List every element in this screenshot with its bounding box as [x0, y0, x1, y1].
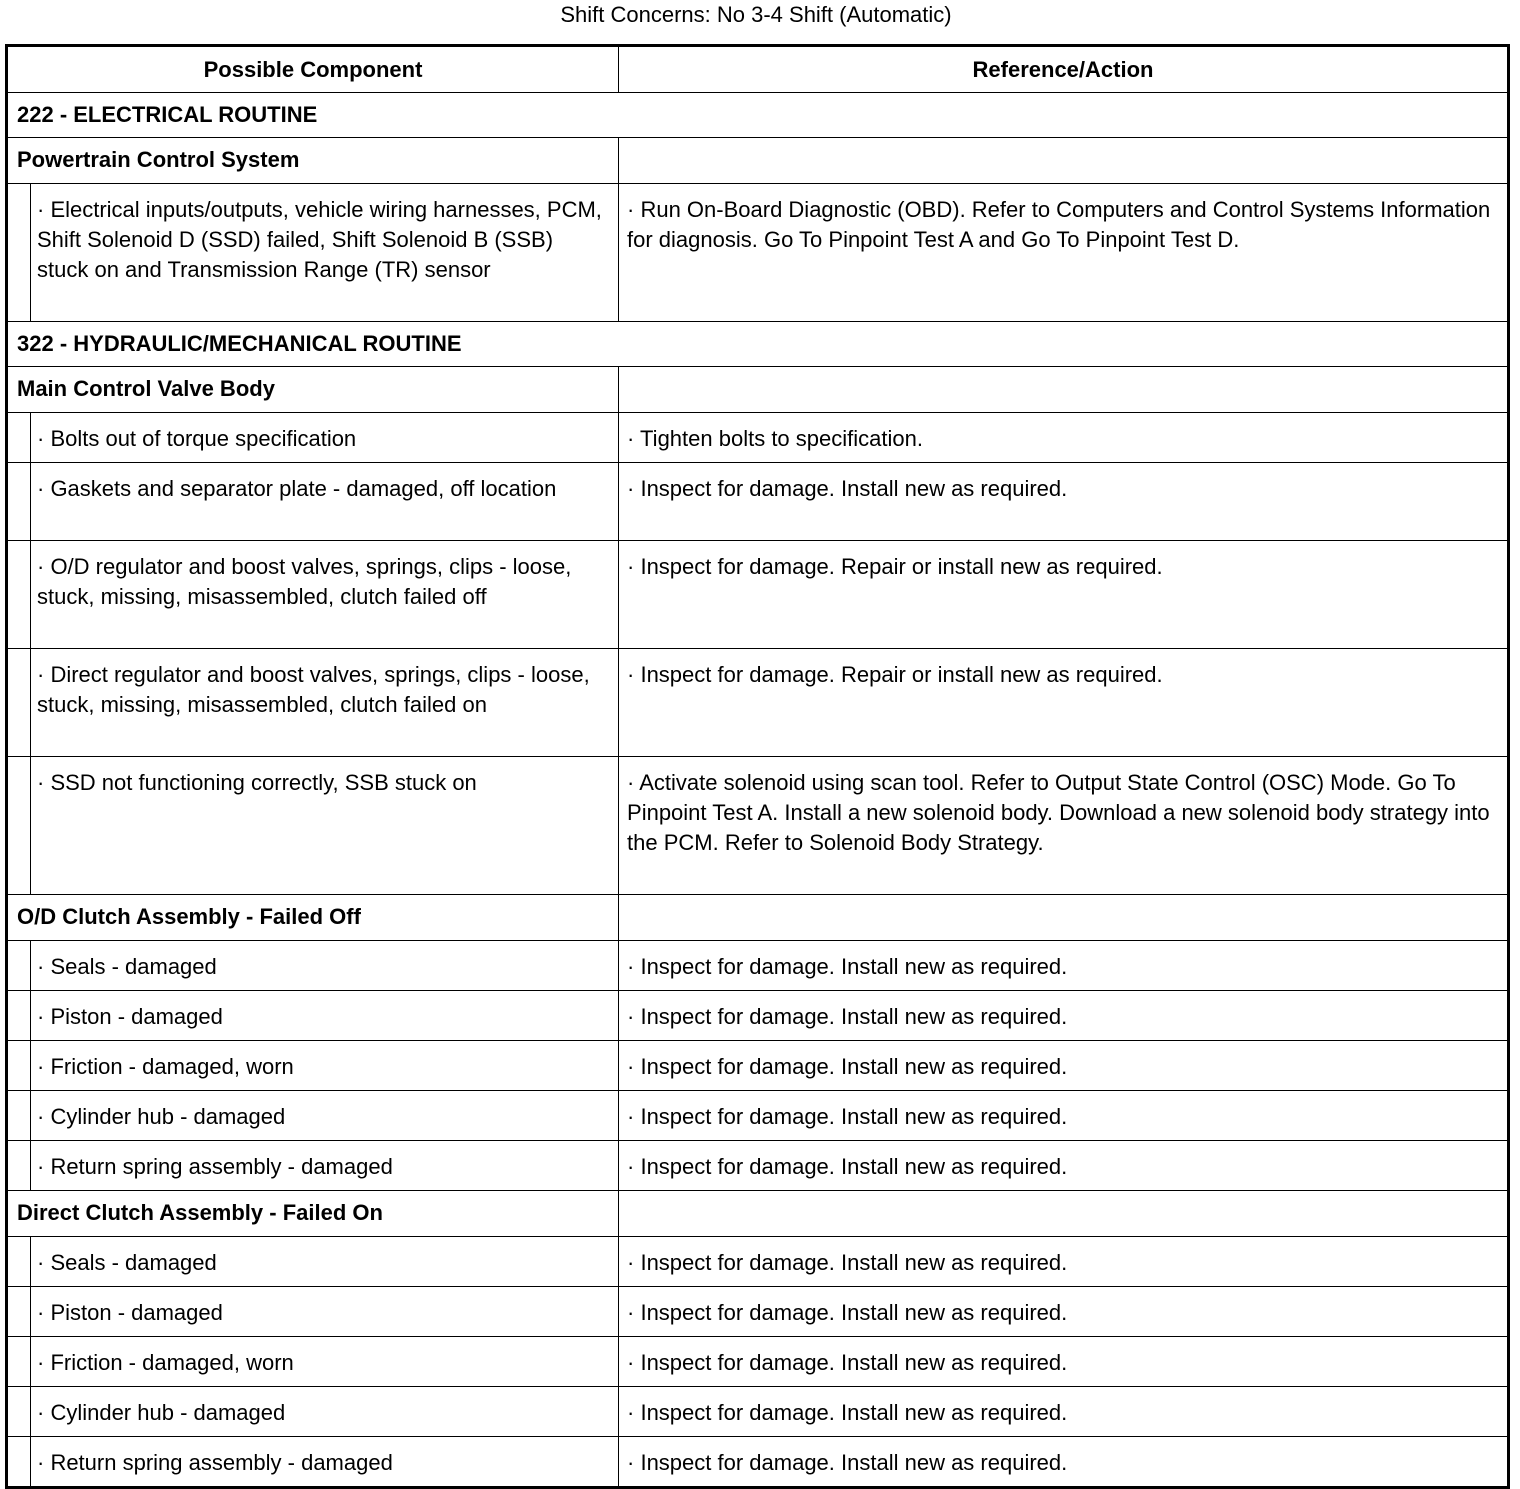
action-cell: · Inspect for damage. Install new as required. [619, 941, 1509, 991]
action-cell: · Inspect for damage. Repair or install new as required. [619, 649, 1509, 757]
group-row [7, 367, 1509, 413]
group-action-empty [619, 1191, 1509, 1237]
component-cell: · Seals - damaged [31, 941, 619, 991]
component-cell: · Cylinder hub - damaged [31, 1091, 619, 1141]
component-cell: · Cylinder hub - damaged [31, 1387, 619, 1437]
diagnosis-table [5, 44, 1510, 1489]
group-title: O/D Clutch Assembly - Failed Off [7, 895, 619, 941]
table-row [7, 1287, 1509, 1337]
table-row [7, 1237, 1509, 1287]
section-row [7, 322, 1509, 367]
indent-cell [7, 941, 31, 991]
page-title: Shift Concerns: No 3-4 Shift (Automatic) [560, 2, 952, 27]
group-action-empty [619, 895, 1509, 941]
table-row [7, 1437, 1509, 1488]
action-cell: · Inspect for damage. Repair or install new as required. [619, 541, 1509, 649]
group-action-empty [619, 138, 1509, 184]
group-row [7, 1191, 1509, 1237]
table-row [7, 1091, 1509, 1141]
group-action-empty [619, 367, 1509, 413]
action-cell: · Inspect for damage. Install new as required. [619, 1141, 1509, 1191]
indent-cell [7, 1237, 31, 1287]
action-cell: · Inspect for damage. Install new as required. [619, 1287, 1509, 1337]
action-cell: · Inspect for damage. Install new as required. [619, 1041, 1509, 1091]
section-row [7, 93, 1509, 138]
table-row [7, 413, 1509, 463]
table-row [7, 649, 1509, 757]
indent-cell [7, 463, 31, 541]
action-cell: · Inspect for damage. Install new as required. [619, 1337, 1509, 1387]
group-row [7, 895, 1509, 941]
indent-cell [7, 184, 31, 322]
indent-cell [7, 757, 31, 895]
indent-cell [7, 1337, 31, 1387]
indent-cell [7, 413, 31, 463]
component-cell: · Piston - damaged [31, 1287, 619, 1337]
action-cell: · Inspect for damage. Install new as required. [619, 463, 1509, 541]
group-title: Direct Clutch Assembly - Failed On [7, 1191, 619, 1237]
indent-cell [7, 1141, 31, 1191]
component-cell: · Direct regulator and boost valves, springs, clips - loose, stuck, missing, misassembled, clutch failed on [31, 649, 619, 757]
table-row [7, 941, 1509, 991]
action-cell: · Inspect for damage. Install new as required. [619, 1237, 1509, 1287]
component-cell: · Bolts out of torque specification [31, 413, 619, 463]
action-cell: · Tighten bolts to specification. [619, 413, 1509, 463]
section-title: 322 - HYDRAULIC/MECHANICAL ROUTINE [7, 322, 1509, 367]
component-cell: · Return spring assembly - damaged [31, 1437, 619, 1488]
component-cell: · Piston - damaged [31, 991, 619, 1041]
section-title: 222 - ELECTRICAL ROUTINE [7, 93, 1509, 138]
indent-cell [7, 1091, 31, 1141]
action-cell: · Activate solenoid using scan tool. Refer to Output State Control (OSC) Mode. Go To Pinpoint Test A. Install a new solenoid body. Download a new solenoid body strategy into the PCM. Refer to Solenoid Body Strategy. [619, 757, 1509, 895]
action-cell: · Run On-Board Diagnostic (OBD). Refer to Computers and Control Systems Information for diagnosis. Go To Pinpoint Test A and Go To Pinpoint Test D. [619, 184, 1509, 322]
column-header-action: Reference/Action [619, 46, 1509, 93]
action-cell: · Inspect for damage. Install new as required. [619, 991, 1509, 1041]
component-cell: · Seals - damaged [31, 1237, 619, 1287]
component-cell: · Electrical inputs/outputs, vehicle wiring harnesses, PCM, Shift Solenoid D (SSD) failed, Shift Solenoid B (SSB) stuck on and Transmission Range (TR) sensor [31, 184, 619, 322]
indent-cell [7, 649, 31, 757]
group-title: Powertrain Control System [7, 138, 619, 184]
table-row [7, 541, 1509, 649]
group-row [7, 138, 1509, 184]
component-cell: · Gaskets and separator plate - damaged, off location [31, 463, 619, 541]
table-row [7, 1041, 1509, 1091]
action-cell: · Inspect for damage. Install new as required. [619, 1091, 1509, 1141]
component-cell: · Friction - damaged, worn [31, 1041, 619, 1091]
table-row [7, 463, 1509, 541]
indent-cell [7, 541, 31, 649]
group-title: Main Control Valve Body [7, 367, 619, 413]
table-row [7, 991, 1509, 1041]
indent-cell [7, 1041, 31, 1091]
table-row [7, 1141, 1509, 1191]
table-row [7, 757, 1509, 895]
header-row [7, 46, 1509, 93]
table-row [7, 184, 1509, 322]
indent-cell [7, 991, 31, 1041]
component-cell: · SSD not functioning correctly, SSB stuck on [31, 757, 619, 895]
indent-cell [7, 1387, 31, 1437]
action-cell: · Inspect for damage. Install new as required. [619, 1437, 1509, 1488]
table-row [7, 1337, 1509, 1387]
component-cell: · Friction - damaged, worn [31, 1337, 619, 1387]
action-cell: · Inspect for damage. Install new as required. [619, 1387, 1509, 1437]
indent-cell [7, 1287, 31, 1337]
indent-cell [7, 1437, 31, 1488]
table-row [7, 1387, 1509, 1437]
column-header-component: Possible Component [7, 46, 619, 93]
component-cell: · Return spring assembly - damaged [31, 1141, 619, 1191]
component-cell: · O/D regulator and boost valves, springs, clips - loose, stuck, missing, misassembled, clutch failed off [31, 541, 619, 649]
